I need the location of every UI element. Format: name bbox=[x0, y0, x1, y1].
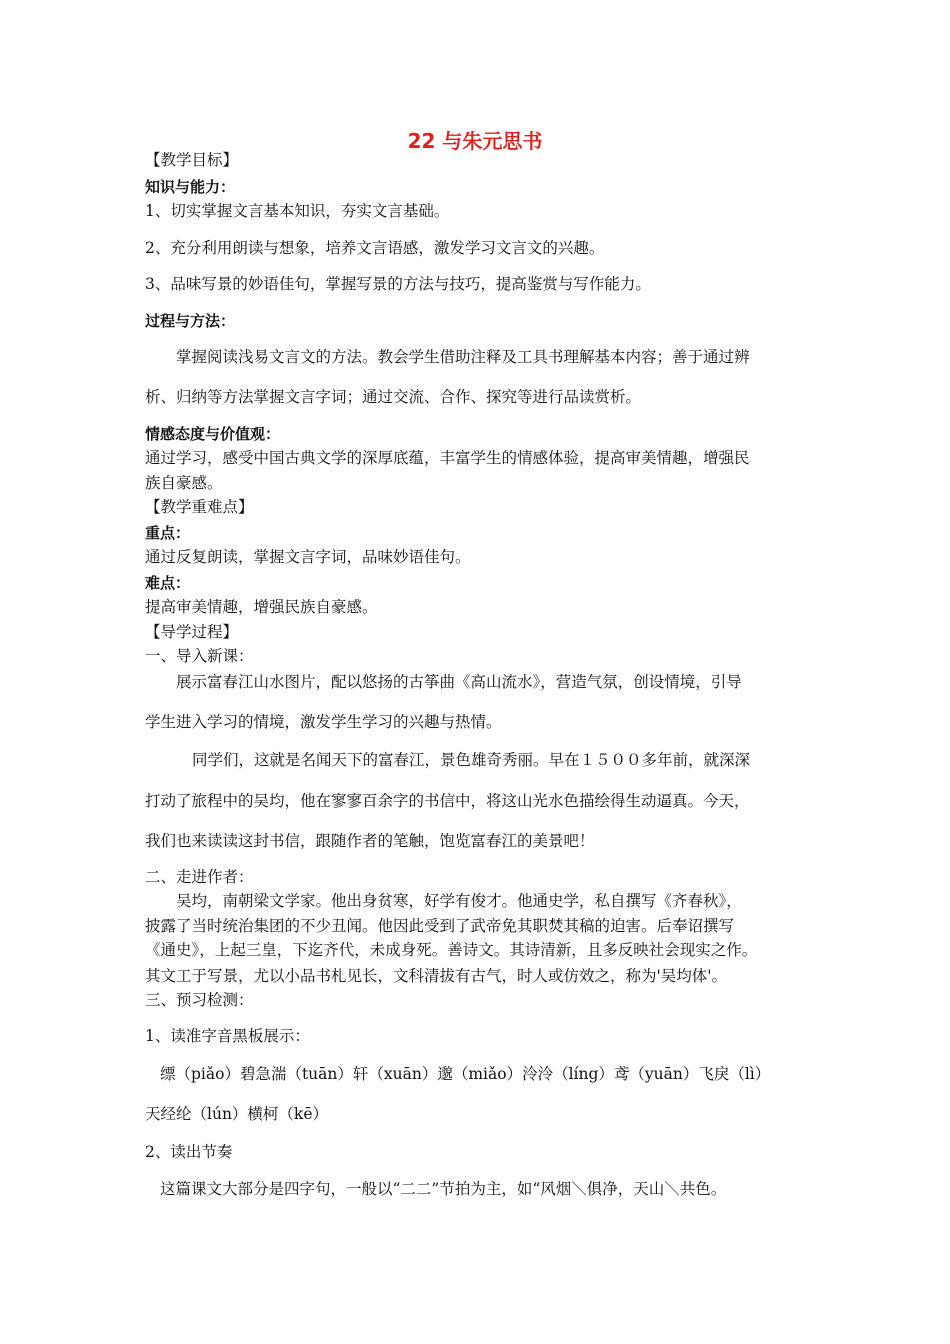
subsection-author: 二、走进作者： bbox=[145, 868, 254, 886]
text-line: 吴均，南朝梁文学家。他出身贫寒，好学有俊才。他通史学，私自撰写《齐春秋》， bbox=[176, 892, 742, 910]
text-line: 族自豪感。 bbox=[145, 474, 223, 492]
text-line: 展示富春江山水图片，配以悠扬的古筝曲《高山流水》，营造气氛，创设情境，引导 bbox=[176, 673, 742, 691]
page-title: 22 与朱元思书 bbox=[407, 129, 543, 153]
text-line: 1、读准字音黑板展示： bbox=[145, 1027, 310, 1045]
text-line: 2、充分利用朗读与想象，培养文言语感，激发学习文言文的兴趣。 bbox=[145, 239, 605, 257]
subheading-knowledge: 知识与能力： bbox=[145, 178, 236, 196]
subsection-intro: 一、导入新课： bbox=[145, 647, 254, 665]
text-line: 这篇课文大部分是四字句，一般以“二二”节拍为主，如“风烟＼俱净，天山＼共色。 bbox=[160, 1180, 727, 1198]
section-heading-process: 【导学过程】 bbox=[145, 623, 239, 641]
text-line: 2、读出节奏 bbox=[145, 1143, 233, 1161]
text-line: 1、切实掌握文言基本知识，夯实文言基础。 bbox=[145, 202, 450, 220]
text-line: 析、归纳等方法掌握文言字词；通过交流、合作、探究等进行品读赏析。 bbox=[145, 388, 642, 406]
text-line: 披露了当时统治集团的不少丑闻。他因此受到了武帝免其职焚其稿的迫害。后奉诏撰写 bbox=[145, 917, 735, 935]
text-line: 3、品味写景的妙语佳句，掌握写景的方法与技巧，提高鉴赏与写作能力。 bbox=[145, 275, 651, 293]
text-line: 打动了旅程中的吴均，他在寥寥百余字的书信中，将这山光水色描绘得生动逼真。今天， bbox=[145, 792, 750, 810]
text-line: 其文工于写景，尤以小品书札见长，文科清拔有古气，时人或仿效之，称为'吴均体'。 bbox=[145, 967, 728, 985]
pinyin-line: 缥（piǎo）碧急湍（tuān）轩（xuān）邈（miǎo）泠泠（líng）鸢（yuān）飞戾（lì） bbox=[160, 1065, 771, 1083]
text-line: 通过学习，感受中国古典文学的深厚底蕴，丰富学生的情感体验，提高审美情趣，增强民 bbox=[145, 449, 750, 467]
text-line: 提高审美情趣，增强民族自豪感。 bbox=[145, 598, 378, 616]
section-heading-key-points: 【教学重难点】 bbox=[145, 498, 254, 516]
subheading-process: 过程与方法： bbox=[145, 312, 236, 330]
subheading-attitude: 情感态度与价值观： bbox=[145, 425, 281, 443]
text-line: 学生进入学习的情境，激发学生学习的兴趣与热情。 bbox=[145, 713, 502, 731]
text-line: 我们也来读读这封书信，跟随作者的笔触，饱览富春江的美景吧！ bbox=[145, 832, 595, 850]
subheading-difficulty: 难点： bbox=[145, 574, 191, 592]
text-line: 掌握阅读浅易文言文的方法。教会学生借助注释及工具书理解基本内容；善于通过辨 bbox=[176, 348, 750, 366]
text-line: 同学们，这就是名闻天下的富春江，景色雄奇秀丽。早在１５００多年前，就深深 bbox=[192, 751, 751, 769]
subsection-preview: 三、预习检测： bbox=[145, 991, 254, 1009]
section-heading-objectives: 【教学目标】 bbox=[145, 151, 239, 169]
text-line: 通过反复朗读，掌握文言字词，品味妙语佳句。 bbox=[145, 548, 471, 566]
pinyin-line: 天经纶（lún）横柯（kē） bbox=[145, 1105, 328, 1123]
text-line: 《通史》，上起三皇，下迄齐代，未成身死。善诗文。其诗清新，且多反映社会现实之作。 bbox=[145, 941, 758, 959]
subheading-focus: 重点： bbox=[145, 524, 191, 542]
